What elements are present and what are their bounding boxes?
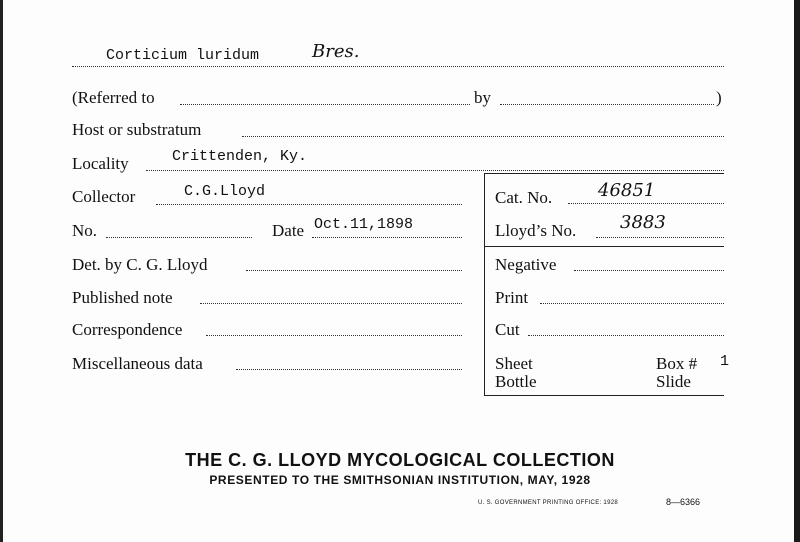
species-authority: Bres.: [312, 41, 360, 62]
locality-label: Locality: [72, 154, 129, 173]
cat-no-label: Cat. No.: [495, 188, 553, 207]
bottle-label: Bottle: [495, 372, 537, 391]
print-label: Print: [495, 288, 529, 307]
published-line: [200, 303, 462, 304]
no-line: [106, 237, 252, 238]
collector-label: Collector: [72, 187, 136, 206]
cut-label: Cut: [495, 320, 520, 339]
box-bottom-border: [484, 395, 724, 396]
locality-value: Crittenden, Ky.: [172, 148, 308, 165]
locality-line: [146, 170, 724, 171]
host-label: Host or substratum: [72, 120, 202, 139]
date-value: Oct.11,1898: [314, 216, 414, 233]
collector-value: C.G.Lloyd: [184, 183, 266, 200]
box-divider: [484, 246, 724, 247]
det-label: Det. by C. G. Lloyd: [72, 255, 208, 274]
by-label: by: [474, 88, 491, 107]
close-paren: ): [716, 88, 722, 107]
box-top-border: [484, 173, 724, 174]
host-line: [242, 136, 724, 137]
lloyd-no-line: [596, 237, 724, 238]
referred-label: (Referred to: [72, 88, 155, 107]
collector-line: [156, 204, 462, 205]
negative-line: [574, 270, 724, 271]
form-number: 8—6366: [666, 497, 701, 507]
slide-label: Slide: [656, 372, 691, 391]
collection-subtitle: PRESENTED TO THE SMITHSONIAN INSTITUTION, MAY, 1928: [209, 473, 591, 487]
box-number-value: 1: [720, 353, 730, 370]
no-label: No.: [72, 221, 98, 240]
printer-imprint: U. S. GOVERNMENT PRINTING OFFICE: 1928: [478, 500, 618, 506]
published-label: Published note: [72, 288, 173, 307]
cat-no-line: [568, 203, 724, 204]
correspondence-label: Correspondence: [72, 320, 183, 339]
sheet-label: Sheet: [495, 354, 533, 373]
date-label: Date: [272, 221, 305, 240]
misc-line: [236, 369, 462, 370]
box-number-label: Box #: [656, 354, 698, 373]
by-line: [500, 104, 714, 105]
lloyd-no-label: Lloyd’s No.: [495, 221, 577, 240]
cat-no-value: 46851: [598, 180, 656, 201]
lloyd-no-value: 3883: [620, 212, 666, 233]
negative-label: Negative: [495, 255, 557, 274]
date-line: [312, 237, 462, 238]
print-line: [540, 303, 724, 304]
misc-label: Miscellaneous data: [72, 354, 203, 373]
species-name: Corticium luridum: [106, 47, 260, 64]
correspondence-line: [206, 335, 462, 336]
box-left-border: [484, 173, 485, 395]
det-line: [246, 270, 462, 271]
collection-title: THE C. G. LLOYD MYCOLOGICAL COLLECTION: [185, 450, 615, 470]
referred-line: [180, 104, 470, 105]
cut-line: [528, 335, 724, 336]
species-line: [72, 66, 724, 67]
